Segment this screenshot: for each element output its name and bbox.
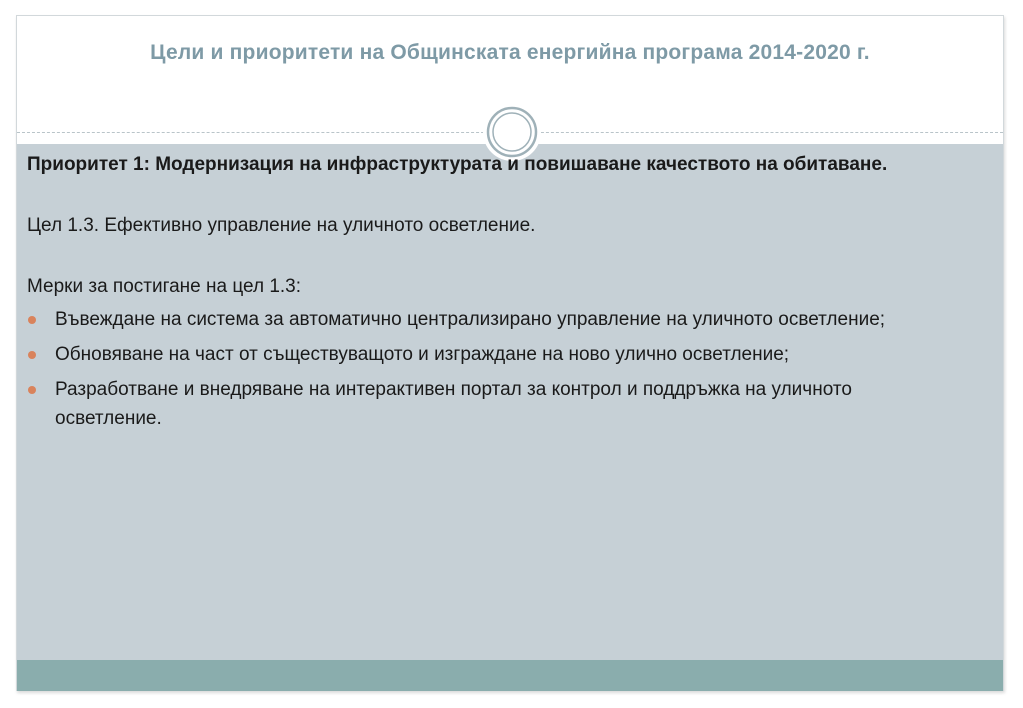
list-item bbox=[27, 375, 957, 433]
slide-body bbox=[27, 150, 957, 439]
bullet-dot-icon bbox=[28, 386, 36, 394]
bullet-dot-icon bbox=[28, 316, 36, 324]
measures-heading: Мерки за постигане на цел 1.3: bbox=[27, 276, 302, 297]
priority-heading: Приоритет 1: Модернизация на инфраструктурата и повишаване качеството на обитаване. bbox=[27, 154, 888, 175]
bullet-dot-icon bbox=[28, 351, 36, 359]
list-item bbox=[27, 305, 957, 334]
measure-text: Разработване и внедряване на интерактивен портал за контрол и поддръжка на уличното осветление. bbox=[55, 379, 852, 429]
goal-text: Цел 1.3. Ефективно управление на уличното осветление. bbox=[27, 215, 536, 236]
measures-list bbox=[27, 305, 957, 433]
measure-text: Въвеждане на система за автоматично централизирано управление на уличното осветление; bbox=[55, 309, 886, 330]
footer-band bbox=[17, 660, 1003, 691]
list-item bbox=[27, 340, 957, 369]
slide-title: Цели и приоритети на Общинската енергийна програма 2014-2020 г. bbox=[150, 41, 870, 64]
measure-text: Обновяване на част от съществуващото и изграждане на ново улично осветление; bbox=[55, 344, 790, 365]
